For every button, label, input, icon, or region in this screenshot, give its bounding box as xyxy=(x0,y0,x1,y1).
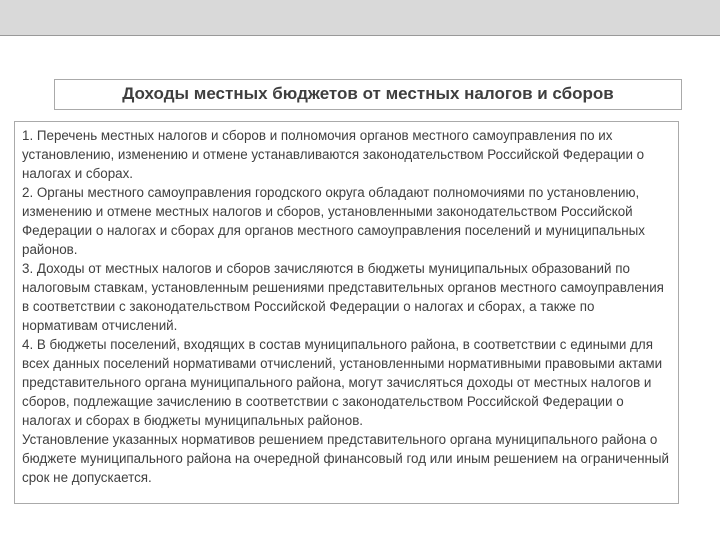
body-paragraph-1: 1. Перечень местных налогов и сборов и полномочия органов местного самоуправления по их установлению, изменению и отмене устанавливаются законодательством Российской Федерации о налогах и сборах. xyxy=(22,128,645,181)
slide-title-box xyxy=(54,79,682,110)
slide-body-box xyxy=(14,121,679,504)
slide-title: Доходы местных бюджетов от местных налогов и сборов xyxy=(122,84,614,103)
slide-header-band xyxy=(0,0,720,36)
body-paragraph-4: 4. В бюджеты поселений, входящих в состав муниципального района, в соответствии с едиными для всех данных поселений нормативами отчислений, установленными нормативными правовыми актами представительного органа муниципального района, могут зачисляться доходы от местных налогов и сборов, подлежащие зачислению в соответствии с законодательством Российской Федерации о налогах и сборах в бюджеты муниципальных районов. xyxy=(22,337,663,428)
body-paragraph-2: 2. Органы местного самоуправления городского округа обладают полномочиями по установлению, изменению и отмене местных налогов и сборов, установленными законодательством Российской Федерации о налогах и сборах для органов местного самоуправления поселений и муниципальных районов. xyxy=(22,185,645,257)
body-paragraph-5: Установление указанных нормативов решением представительного органа муниципального района о бюджете муниципального района на очередной финансовый год или иным решением на ограниченный срок не допускается. xyxy=(22,432,669,485)
body-paragraph-3: 3. Доходы от местных налогов и сборов зачисляются в бюджеты муниципальных образований по налоговым ставкам, установленным решениями представительных органов местного самоуправления в соответствии с законодательством Российской Федерации о налогах и сборах, а также по нормативам отчислений. xyxy=(22,261,664,333)
